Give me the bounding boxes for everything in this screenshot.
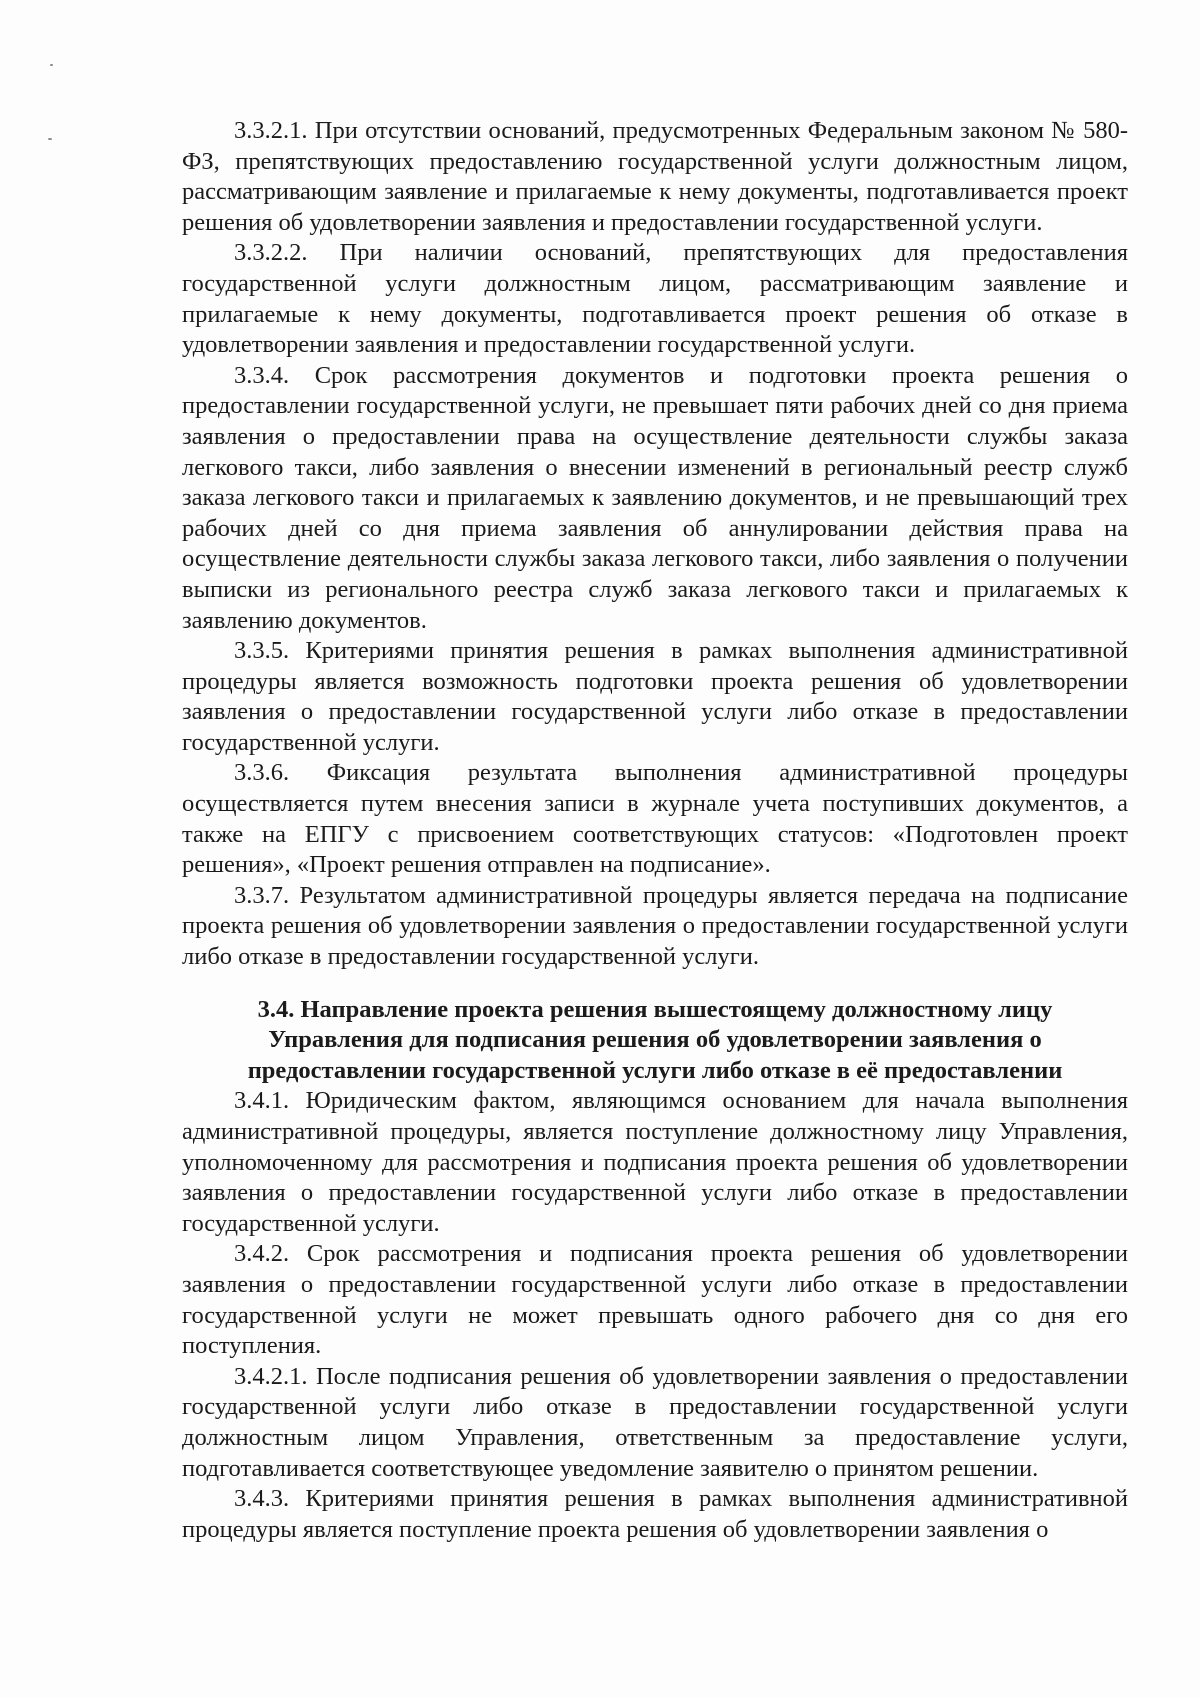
paragraph-3-4-1: 3.4.1. Юридическим фактом, являющимся основанием для начала выполнения административной процедуры, является поступление должностному лицу Управления, уполномоченному для рассмотрения и подписания проекта решения об удовлетворении заявления о предоставлении государственной услуги либо отказе в предоставлении государственной услуги. — [182, 1087, 1128, 1237]
scan-speck — [50, 64, 53, 66]
paragraph-3-3-2-2: 3.3.2.2. При наличии оснований, препятствующих для предоставления государственной услуги должностным лицом, рассматривающим заявление и прилагаемые к нему документы, подготавливается проект решения об отказе в удовлетворении заявления и предоставлении государственной услуги. — [182, 239, 1128, 359]
paragraph-3-4-2-1: 3.4.2.1. После подписания решения об удовлетворении заявления о предоставлении государственной услуги либо отказе в предоставлении государственной услуги должностным лицом Управления, ответственным за предоставление услуги, подготавливается соответствующее уведомление заявителю о принятом решении. — [182, 1362, 1128, 1482]
document-body — [182, 116, 1128, 1545]
paragraph-3-3-2-1: 3.3.2.1. При отсутствии оснований, предусмотренных Федеральным законом № 580-ФЗ, препятствующих предоставлению государственной услуги должностным лицом, рассматривающим заявление и прилагаемые к нему документы, подготавливается проект решения об удовлетворении заявления и предоставлении государственной услуги. — [182, 117, 1128, 236]
paragraph-3-3-7: 3.3.7. Результатом административной процедуры является передача на подписание проекта решения об удовлетворении заявления о предоставлении государственной услуги либо отказе в предоставлении государственной услуги. — [182, 881, 1128, 971]
scan-speck — [48, 138, 52, 140]
paragraph-3-3-5: 3.3.5. Критериями принятия решения в рамках выполнения административной процедуры является возможность подготовки проекта решения об удовлетворении заявления о предоставлении государственной услуги либо отказе в предоставлении государственной услуги. — [182, 637, 1128, 756]
paragraph-3-4-3: 3.4.3. Критериями принятия решения в рамках выполнения административной процедуры является поступление проекта решения об удовлетворении заявления о — [182, 1485, 1128, 1543]
section-heading-line: Управления для подписания решения об удовлетворении заявления о — [268, 1026, 1042, 1054]
paragraph-3-3-6: 3.3.6. Фиксация результата выполнения административной процедуры осуществляется путем внесения записи в журнале учета поступивших документов, а также на ЕПГУ с присвоением соответствующих статусов: «Подготовлен проект решения», «Проект решения отправлен на подписание». — [182, 759, 1128, 879]
paragraph-3-3-4: 3.3.4. Срок рассмотрения документов и подготовки проекта решения о предоставлении государственной услуги, не превышает пяти рабочих дней со дня приема заявления о предоставлении права на осуществление деятельности службы заказа легкового такси, либо заявления о внесении изменений в региональный реестр служб заказа легкового такси и прилагаемых к заявлению документов, и не превышающий трех рабочих дней со дня приема заявления об аннулировании действия права на осуществление деятельности службы заказа легкового такси, либо заявления о получении выписки из регионального реестра служб заказа легкового такси и прилагаемых к заявлению документов. — [182, 361, 1128, 634]
paragraph-3-4-2: 3.4.2. Срок рассмотрения и подписания проекта решения об удовлетворении заявления о предоставлении государственной услуги либо отказе в предоставлении государственной услуги не может превышать одного рабочего дня со дня его поступления. — [182, 1240, 1128, 1360]
section-heading-line: 3.4. Направление проекта решения вышестоящему должностному лицу — [257, 995, 1053, 1023]
section-heading-3-4 — [182, 995, 1128, 1087]
section-heading-line: предоставлении государственной услуги либо отказе в её предоставлении — [247, 1056, 1063, 1084]
